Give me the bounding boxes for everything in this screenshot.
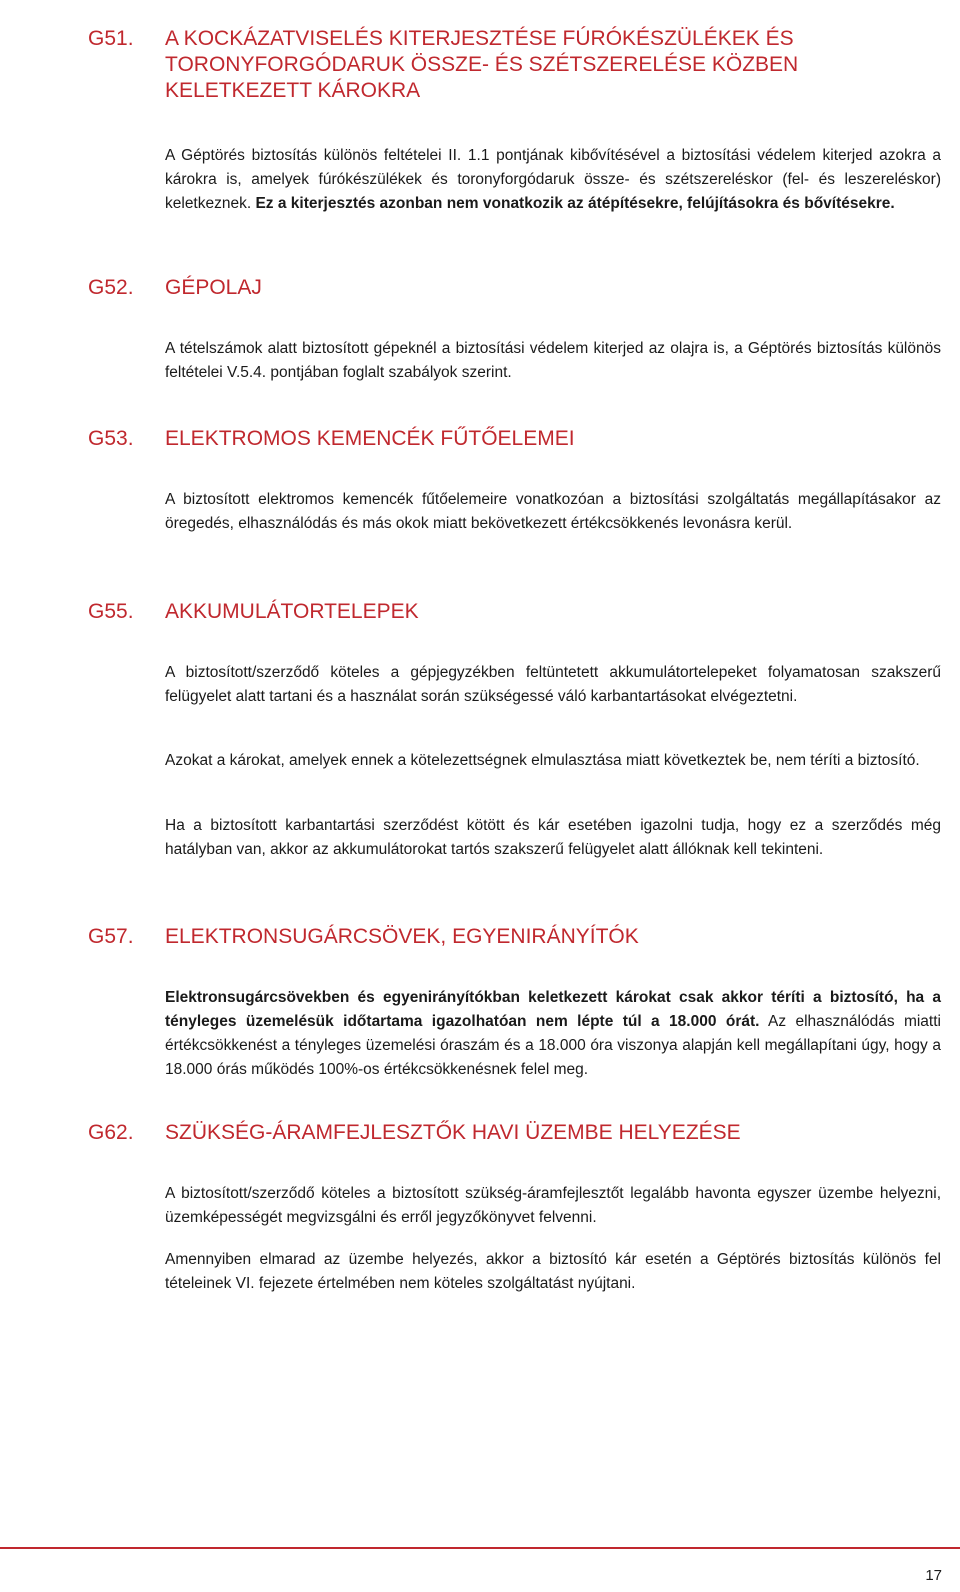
section-code: G62. bbox=[88, 1121, 134, 1144]
paragraph-text: A Géptörés biztosítás különös feltételei II. 1.1 pontjának kibővítésével a biztosítási védelem kiterjed azokra a károkra is, amelyek fúrókészülékek és toronyforgódaruk össze- és szétszereléskor (fel- és leszereléskor) keletkeznek. bbox=[165, 147, 941, 212]
paragraph-bold-text: Elektronsugárcsövekben és egyenirányítókban keletkezett károkat csak akkor téríti a biztosító, ha a tényleges üzemelésük időtartama igazolhatóan nem lépte túl a 18.000 órát. bbox=[165, 989, 941, 1030]
section-paragraph: Ha a biztosított karbantartási szerződést kötött és kár esetében igazolni tudja, hogy ez a szerződés még hatályban van, akkor az akkumulátorokat tartós szakszerű felügyelet alatt állóknak kell tekinteni. bbox=[165, 817, 941, 858]
paragraph-bold-text: Ez a kiterjesztés azonban nem vonatkozik az átépítésekre, felújításokra és bővítésekre. bbox=[255, 195, 895, 212]
section-paragraph: A biztosított/szerződő köteles a gépjegyzékben feltüntetett akkumulátortelepeket folyamatosan szakszerű felügyelet alatt tartani és a használat során szükségessé váló karbantartásokat elvégeztetni. bbox=[165, 664, 941, 705]
section-code: G52. bbox=[88, 276, 134, 299]
section-code: G55. bbox=[88, 600, 134, 623]
section-paragraph: A biztosított/szerződő köteles a biztosított szükség-áramfejlesztőt legalább havonta egyszer üzembe helyezni, üzemképességét megvizsgálni és erről jegyzőkönyvet felvenni. bbox=[165, 1185, 941, 1226]
paragraph-text: Az elhasználódás miatti értékcsökkenést a tényleges üzemelési óraszám és a 18.000 óra viszonya alapján kell megállapítani úgy, hogy a 18.000 órás működés 100%-os értékcsökkenésnek felel meg. bbox=[165, 1013, 941, 1078]
footer-divider bbox=[0, 1547, 960, 1549]
section-code: G51. bbox=[88, 27, 134, 50]
section-title: SZÜKSÉG-ÁRAMFEJLESZTŐK HAVI ÜZEMBE HELYEZÉSE bbox=[165, 1121, 741, 1144]
page-number: 17 bbox=[925, 1567, 942, 1584]
section-paragraph: A biztosított elektromos kemencék fűtőelemeire vonatkozóan a biztosítási szolgáltatás megállapításakor az öregedés, elhasználódás és más okok miatt bekövetkezett értékcsökkenés levonásra kerül. bbox=[165, 491, 941, 532]
section-paragraph bbox=[165, 144, 941, 216]
section-title: AKKUMULÁTORTELEPEK bbox=[165, 600, 419, 623]
section-code: G57. bbox=[88, 925, 134, 948]
section-title: A KOCKÁZATVISELÉS KITERJESZTÉSE FÚRÓKÉSZÜLÉKEK ÉS TORONYFORGÓDARUK ÖSSZE- ÉS SZÉTSZERELÉSE KÖZBEN KELETKEZETT KÁROKRA bbox=[165, 27, 799, 102]
section-title: GÉPOLAJ bbox=[165, 276, 262, 299]
section-title: ELEKTRONSUGÁRCSÖVEK, EGYENIRÁNYÍTÓK bbox=[165, 925, 639, 948]
section-paragraph bbox=[165, 986, 941, 1082]
section-paragraph: Amennyiben elmarad az üzembe helyezés, akkor a biztosító kár esetén a Géptörés biztosítás különös fel tételeinek VI. fejezete értelmében nem köteles szolgáltatást nyújtani. bbox=[165, 1251, 941, 1292]
section-paragraph: Azokat a károkat, amelyek ennek a kötelezettségnek elmulasztása miatt következtek be, nem téríti a biztosító. bbox=[165, 752, 920, 769]
section-title: ELEKTROMOS KEMENCÉK FŰTŐELEMEI bbox=[165, 427, 575, 450]
section-code: G53. bbox=[88, 427, 134, 450]
section-paragraph: A tételszámok alatt biztosított gépeknél a biztosítási védelem kiterjed az olajra is, a Géptörés biztosítás különös feltételei V.5.4. pontjában foglalt szabályok szerint. bbox=[165, 340, 941, 381]
